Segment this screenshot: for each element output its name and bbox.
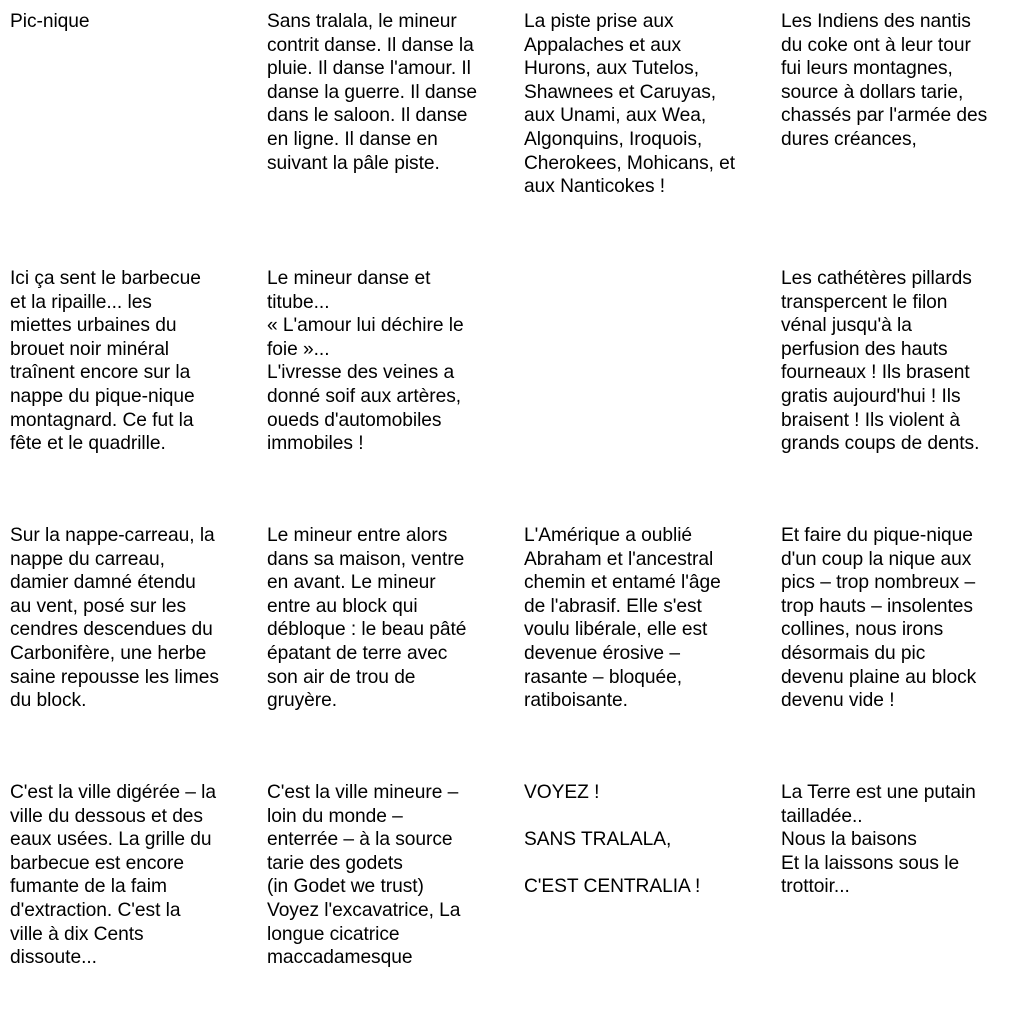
stanza-9: L'Amérique a oublié Abraham et l'ancestral chemin et entamé l'âge de l'abrasif. Elle s'est voulu libérale, elle est devenue érosive – rasante – bloquée, ratiboisante. xyxy=(524,525,721,712)
stanza-14: La Terre est une putain tailladée.. Nous la baisons Et la laissons sous le trottoir... xyxy=(781,782,976,898)
poem-title: Pic-nique xyxy=(10,11,90,32)
stanza-8: Le mineur entre alors dans sa maison, ventre en avant. Le mineur entre au block qui débloque : le beau pâté épatant de terre avec son air de trou de gruyère. xyxy=(267,525,467,712)
stanza-10: Et faire du pique-nique d'un coup la nique aux pics – trop nombreux – trop hauts – insolentes collines, nous irons désormais du pic devenu plaine au block devenu vide ! xyxy=(781,525,977,712)
stanza-13: VOYEZ ! SANS TRALALA, C'EST CENTRALIA ! xyxy=(524,782,701,898)
stanza-3: Les Indiens des nantis du coke ont à leur tour fui leurs montagnes, source à dollars tarie, chassés par l'armée des dures créances, xyxy=(781,11,988,150)
stanza-1: Sans tralala, le mineur contrit danse. Il danse la pluie. Il danse l'amour. Il danse la guerre. Il danse dans le saloon. Il danse en ligne. Il danse en suivant la pâle piste. xyxy=(267,11,477,174)
stanza-5: Le mineur danse et titube... « L'amour lui déchire le foie »... L'ivresse des veines a donné soif aux artères, oueds d'automobiles immobiles ! xyxy=(267,268,464,455)
stanza-6: Les cathétères pillards transpercent le filon vénal jusqu'à la perfusion des hauts fourneaux ! Ils brasent gratis aujourd'hui ! Ils braisent ! Ils violent à grands coups de dents. xyxy=(781,268,980,455)
empty-cell xyxy=(524,267,781,524)
stanza-2: La piste prise aux Appalaches et aux Hurons, aux Tutelos, Shawnees et Caruyas, aux Unami, aux Wea, Algonquins, Iroquois, Cherokees, Mohicans, et aux Nanticokes ! xyxy=(524,11,736,198)
stanza-12: C'est la ville mineure – loin du monde – enterrée – à la source tarie des godets (in Godet we trust) Voyez l'excavatrice, La longue cicatrice maccadamesque xyxy=(267,782,461,969)
poem-grid xyxy=(10,10,1020,1021)
stanza-4: Ici ça sent le barbecue et la ripaille... les miettes urbaines du brouet noir minéral traînent encore sur la nappe du pique-nique montagnard. Ce fut la fête et le quadrille. xyxy=(10,268,201,455)
stanza-11: C'est la ville digérée – la ville du dessous et des eaux usées. La grille du barbecue est encore fumante de la faim d'extraction. C'est la ville à dix Cents dissoute... xyxy=(10,782,217,969)
stanza-7: Sur la nappe-carreau, la nappe du carreau, damier damné étendu au vent, posé sur les cendres descendues du Carbonifère, une herbe saine repousse les limes du block. xyxy=(10,525,219,712)
